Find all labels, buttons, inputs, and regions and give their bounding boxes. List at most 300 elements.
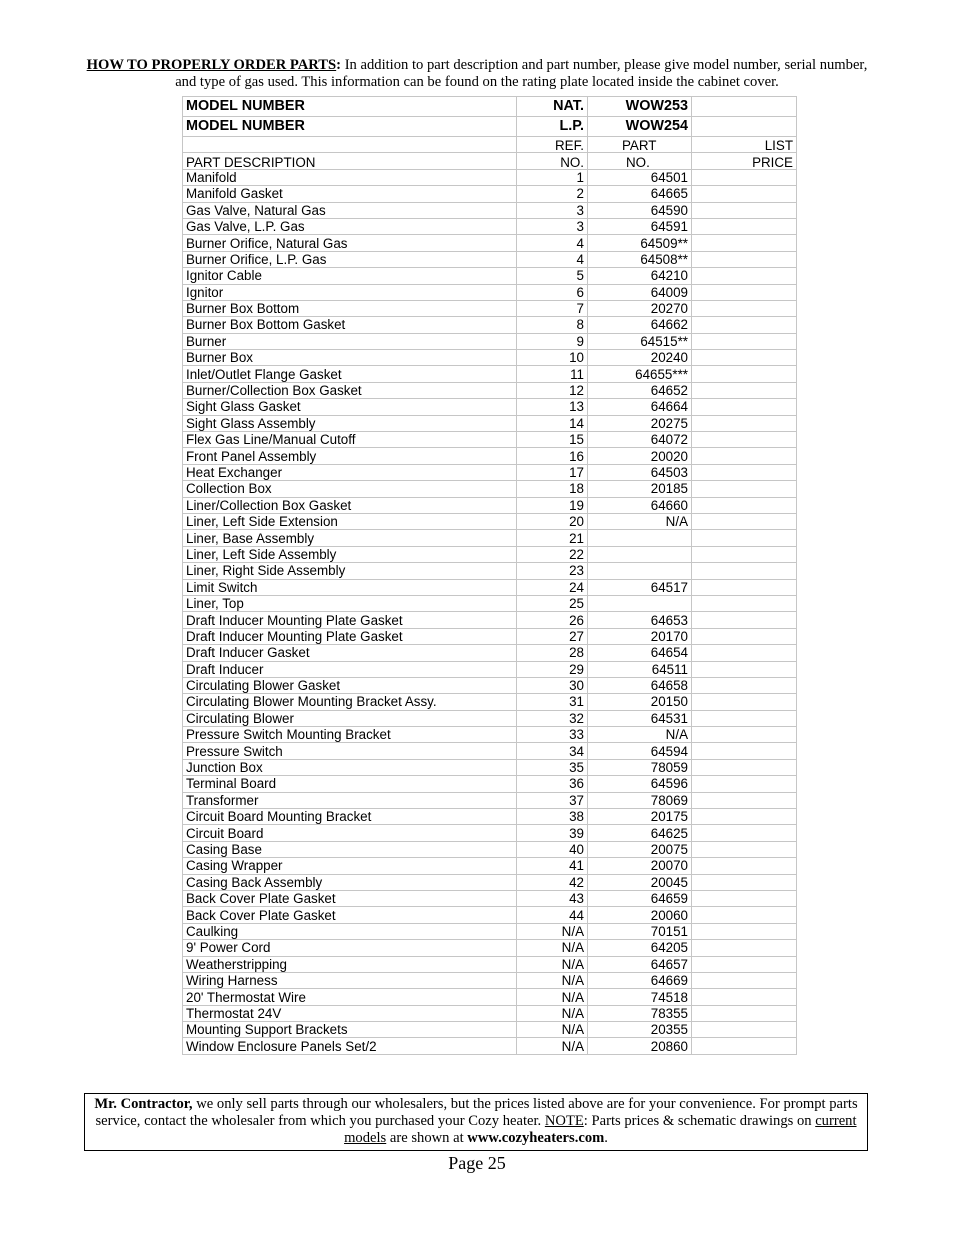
part-description: Burner Box Bottom Gasket [183, 317, 517, 333]
list-price [692, 661, 797, 677]
table-row [183, 399, 797, 415]
table-row [183, 366, 797, 382]
list-price [692, 481, 797, 497]
list-price [692, 874, 797, 890]
table-row [183, 612, 797, 628]
part-number: 64591 [588, 218, 692, 234]
list-price [692, 1038, 797, 1054]
table-row [183, 628, 797, 644]
table-row [183, 874, 797, 890]
ref-number: 30 [517, 677, 588, 693]
list-price [692, 218, 797, 234]
gas-type: NAT. [517, 97, 588, 117]
part-number: 64665 [588, 186, 692, 202]
gas-type: L.P. [517, 117, 588, 137]
part-number: 64509** [588, 235, 692, 251]
list-price [692, 513, 797, 529]
part-description: Flex Gas Line/Manual Cutoff [183, 432, 517, 448]
table-row [183, 956, 797, 972]
table-row [183, 350, 797, 366]
part-description: Burner Orifice, Natural Gas [183, 235, 517, 251]
table-row [183, 415, 797, 431]
part-number: 64590 [588, 202, 692, 218]
part-number: 64654 [588, 645, 692, 661]
part-number: 64669 [588, 972, 692, 988]
part-description: Collection Box [183, 481, 517, 497]
part-description: Liner, Left Side Assembly [183, 546, 517, 562]
part-number: 64508** [588, 251, 692, 267]
list-price [692, 694, 797, 710]
model-number: WOW253 [588, 97, 692, 117]
model-label: MODEL NUMBER [183, 117, 517, 137]
ref-number: 8 [517, 317, 588, 333]
notice-text-3: are shown at [386, 1130, 468, 1146]
list-price [692, 284, 797, 300]
notice-text-1: we only sell parts through our wholesalers, but the prices listed above are for your convenience. For prompt parts service, contact the wholesaler from which you purchased your Cozy heater. [95, 1096, 858, 1129]
table-row [183, 989, 797, 1005]
list-price [692, 382, 797, 398]
list-price [692, 563, 797, 579]
part-description: Casing Back Assembly [183, 874, 517, 890]
list-price [692, 612, 797, 628]
table-row [183, 858, 797, 874]
part-number: 64659 [588, 890, 692, 906]
order-instructions-text: In addition to part description and part number, please give model number, serial number, and type of gas used. This information can be found on the rating plate located inside the cabinet cover. [175, 57, 868, 90]
ref-number: N/A [517, 1005, 588, 1021]
column-header-top [183, 137, 797, 153]
empty-cell [692, 97, 797, 117]
table-row [183, 497, 797, 513]
table-row [183, 432, 797, 448]
part-description: Thermostat 24V [183, 1005, 517, 1021]
ref-number: 2 [517, 186, 588, 202]
parts-table [182, 96, 797, 1055]
header-ref-bottom: NO. [517, 153, 588, 169]
table-row [183, 972, 797, 988]
ref-number: 26 [517, 612, 588, 628]
part-description: Casing Wrapper [183, 858, 517, 874]
header-ref-top: REF. [517, 137, 588, 153]
part-description: Inlet/Outlet Flange Gasket [183, 366, 517, 382]
header-description: PART DESCRIPTION [183, 153, 517, 169]
list-price [692, 890, 797, 906]
table-row [183, 841, 797, 857]
list-price [692, 743, 797, 759]
part-description: Circuit Board Mounting Bracket [183, 809, 517, 825]
list-price [692, 202, 797, 218]
part-description: Burner Orifice, L.P. Gas [183, 251, 517, 267]
part-number: 64658 [588, 677, 692, 693]
page-number: Page 25 [448, 1153, 506, 1173]
table-row [183, 1005, 797, 1021]
part-description: Draft Inducer Mounting Plate Gasket [183, 628, 517, 644]
ref-number: 44 [517, 907, 588, 923]
parts-table-body [183, 97, 797, 1055]
part-number: 20020 [588, 448, 692, 464]
ref-number: 42 [517, 874, 588, 890]
ref-number: 34 [517, 743, 588, 759]
part-number: 64009 [588, 284, 692, 300]
table-row [183, 268, 797, 284]
table-row [183, 481, 797, 497]
part-number: N/A [588, 513, 692, 529]
list-price [692, 809, 797, 825]
ref-number: 5 [517, 268, 588, 284]
list-price [692, 399, 797, 415]
table-row [183, 382, 797, 398]
table-row [183, 923, 797, 939]
part-description: Sight Glass Gasket [183, 399, 517, 415]
ref-number: 15 [517, 432, 588, 448]
list-price [692, 923, 797, 939]
part-description: Back Cover Plate Gasket [183, 890, 517, 906]
table-row [183, 661, 797, 677]
header-part-bottom: NO. [588, 153, 692, 169]
part-description: Pressure Switch Mounting Bracket [183, 727, 517, 743]
ref-number: 6 [517, 284, 588, 300]
list-price [692, 415, 797, 431]
ref-number: 27 [517, 628, 588, 644]
part-number: 64655*** [588, 366, 692, 382]
order-instructions-colon: : [336, 57, 342, 73]
list-price [692, 972, 797, 988]
ref-number: 11 [517, 366, 588, 382]
part-description: Manifold Gasket [183, 186, 517, 202]
list-price [692, 727, 797, 743]
part-number: 78355 [588, 1005, 692, 1021]
part-description: Wiring Harness [183, 972, 517, 988]
table-row [183, 907, 797, 923]
part-number: 64210 [588, 268, 692, 284]
table-row [183, 759, 797, 775]
part-description: Liner, Base Assembly [183, 530, 517, 546]
part-description: Mounting Support Brackets [183, 1022, 517, 1038]
list-price [692, 759, 797, 775]
list-price [692, 776, 797, 792]
part-description: Caulking [183, 923, 517, 939]
ref-number: N/A [517, 940, 588, 956]
ref-number: 32 [517, 710, 588, 726]
part-description: Weatherstripping [183, 956, 517, 972]
part-number: 64664 [588, 399, 692, 415]
part-number: 20275 [588, 415, 692, 431]
header-price-bottom: PRICE [692, 153, 797, 169]
list-price [692, 989, 797, 1005]
order-instructions [84, 57, 870, 90]
table-row [183, 727, 797, 743]
part-number: 64503 [588, 464, 692, 480]
part-description: Burner [183, 333, 517, 349]
contractor-notice [84, 1093, 868, 1151]
part-number: 64511 [588, 661, 692, 677]
table-row [183, 890, 797, 906]
part-description: Pressure Switch [183, 743, 517, 759]
part-description: Liner/Collection Box Gasket [183, 497, 517, 513]
ref-number: 38 [517, 809, 588, 825]
part-number: 64653 [588, 612, 692, 628]
ref-number: 19 [517, 497, 588, 513]
table-row [183, 251, 797, 267]
part-description: Terminal Board [183, 776, 517, 792]
part-number: 20045 [588, 874, 692, 890]
part-description: Burner/Collection Box Gasket [183, 382, 517, 398]
part-number: 70151 [588, 923, 692, 939]
ref-number: 16 [517, 448, 588, 464]
table-row [183, 825, 797, 841]
part-description: Back Cover Plate Gasket [183, 907, 517, 923]
part-description: Draft Inducer [183, 661, 517, 677]
part-number: N/A [588, 727, 692, 743]
list-price [692, 841, 797, 857]
table-row [183, 235, 797, 251]
part-number: 64594 [588, 743, 692, 759]
ref-number: N/A [517, 923, 588, 939]
list-price [692, 792, 797, 808]
ref-number: 36 [517, 776, 588, 792]
list-price [692, 858, 797, 874]
list-price [692, 956, 797, 972]
list-price [692, 710, 797, 726]
list-price [692, 169, 797, 185]
part-number [588, 563, 692, 579]
part-number: 20185 [588, 481, 692, 497]
part-description: 20' Thermostat Wire [183, 989, 517, 1005]
part-description: Circulating Blower [183, 710, 517, 726]
part-number: 20150 [588, 694, 692, 710]
table-row [183, 513, 797, 529]
table-row [183, 186, 797, 202]
ref-number: 40 [517, 841, 588, 857]
part-number: 64660 [588, 497, 692, 513]
table-row [183, 776, 797, 792]
part-number: 20860 [588, 1038, 692, 1054]
part-number [588, 595, 692, 611]
ref-number: 9 [517, 333, 588, 349]
table-row [183, 448, 797, 464]
list-price [692, 432, 797, 448]
list-price [692, 448, 797, 464]
list-price [692, 350, 797, 366]
table-row [183, 792, 797, 808]
table-row [183, 202, 797, 218]
list-price [692, 1022, 797, 1038]
column-header-bottom [183, 153, 797, 169]
list-price [692, 677, 797, 693]
table-row [183, 530, 797, 546]
list-price [692, 1005, 797, 1021]
ref-number: 24 [517, 579, 588, 595]
part-number: 20070 [588, 858, 692, 874]
part-description: Liner, Right Side Assembly [183, 563, 517, 579]
model-row-nat [183, 97, 797, 117]
list-price [692, 268, 797, 284]
table-row [183, 1022, 797, 1038]
website-link[interactable]: www.cozyheaters.com [467, 1130, 605, 1146]
current-models-link[interactable]: current models [344, 1113, 857, 1146]
list-price [692, 645, 797, 661]
list-price [692, 464, 797, 480]
part-description: Gas Valve, L.P. Gas [183, 218, 517, 234]
list-price [692, 317, 797, 333]
table-row [183, 677, 797, 693]
table-row [183, 300, 797, 316]
part-description: Circulating Blower Gasket [183, 677, 517, 693]
part-description: Gas Valve, Natural Gas [183, 202, 517, 218]
part-number: 64205 [588, 940, 692, 956]
part-number: 64657 [588, 956, 692, 972]
table-row [183, 743, 797, 759]
part-description: Burner Box [183, 350, 517, 366]
part-number [588, 530, 692, 546]
part-description: Draft Inducer Gasket [183, 645, 517, 661]
table-row [183, 809, 797, 825]
part-number: 20270 [588, 300, 692, 316]
ref-number: 37 [517, 792, 588, 808]
part-description: Liner, Left Side Extension [183, 513, 517, 529]
list-price [692, 579, 797, 595]
list-price [692, 366, 797, 382]
table-row [183, 645, 797, 661]
ref-number: 4 [517, 235, 588, 251]
part-number: 20170 [588, 628, 692, 644]
part-description: Limit Switch [183, 579, 517, 595]
ref-number: 21 [517, 530, 588, 546]
notice-lead: Mr. Contractor, [94, 1096, 193, 1112]
ref-number: 7 [517, 300, 588, 316]
table-row [183, 218, 797, 234]
ref-number: 10 [517, 350, 588, 366]
note-label: NOTE [544, 1113, 584, 1129]
table-row [183, 284, 797, 300]
table-row [183, 563, 797, 579]
list-price [692, 186, 797, 202]
part-description: Transformer [183, 792, 517, 808]
part-description: Casing Base [183, 841, 517, 857]
ref-number: 12 [517, 382, 588, 398]
part-number: 78069 [588, 792, 692, 808]
ref-number: 22 [517, 546, 588, 562]
list-price [692, 251, 797, 267]
part-number: 64072 [588, 432, 692, 448]
ref-number: 4 [517, 251, 588, 267]
part-description: Junction Box [183, 759, 517, 775]
table-row [183, 464, 797, 480]
ref-number: 18 [517, 481, 588, 497]
part-number: 64531 [588, 710, 692, 726]
list-price [692, 235, 797, 251]
ref-number: 1 [517, 169, 588, 185]
notice-text-2: : Parts prices & schematic drawings on [583, 1113, 816, 1129]
table-row [183, 710, 797, 726]
part-number: 64517 [588, 579, 692, 595]
part-number: 64596 [588, 776, 692, 792]
list-price [692, 940, 797, 956]
part-description: Ignitor Cable [183, 268, 517, 284]
ref-number: 29 [517, 661, 588, 677]
part-description: Burner Box Bottom [183, 300, 517, 316]
ref-number: 43 [517, 890, 588, 906]
part-description: Window Enclosure Panels Set/2 [183, 1038, 517, 1054]
list-price [692, 628, 797, 644]
part-number: 20060 [588, 907, 692, 923]
ref-number: 28 [517, 645, 588, 661]
table-row [183, 546, 797, 562]
model-label: MODEL NUMBER [183, 97, 517, 117]
ref-number: 35 [517, 759, 588, 775]
part-description: Sight Glass Assembly [183, 415, 517, 431]
part-number: 64662 [588, 317, 692, 333]
ref-number: 14 [517, 415, 588, 431]
part-description: Circulating Blower Mounting Bracket Assy. [183, 694, 517, 710]
part-description: Front Panel Assembly [183, 448, 517, 464]
list-price [692, 333, 797, 349]
list-price [692, 825, 797, 841]
table-row [183, 333, 797, 349]
part-number: 20175 [588, 809, 692, 825]
table-row [183, 317, 797, 333]
ref-number: 25 [517, 595, 588, 611]
order-instructions-heading: HOW TO PROPERLY ORDER PARTS [86, 57, 337, 73]
ref-number: 23 [517, 563, 588, 579]
table-row [183, 169, 797, 185]
header-part-top: PART [588, 137, 692, 153]
part-number: 64652 [588, 382, 692, 398]
part-number [588, 546, 692, 562]
table-row [183, 595, 797, 611]
table-row [183, 940, 797, 956]
ref-number: N/A [517, 956, 588, 972]
part-number: 78059 [588, 759, 692, 775]
part-description: 9' Power Cord [183, 940, 517, 956]
notice-text-4: . [604, 1130, 608, 1146]
part-number: 74518 [588, 989, 692, 1005]
list-price [692, 907, 797, 923]
part-number: 64625 [588, 825, 692, 841]
ref-number: 17 [517, 464, 588, 480]
ref-number: 3 [517, 218, 588, 234]
table-row [183, 694, 797, 710]
list-price [692, 530, 797, 546]
list-price [692, 497, 797, 513]
part-description: Heat Exchanger [183, 464, 517, 480]
part-number: 20240 [588, 350, 692, 366]
part-description: Draft Inducer Mounting Plate Gasket [183, 612, 517, 628]
list-price [692, 546, 797, 562]
ref-number: 31 [517, 694, 588, 710]
header-blank [183, 137, 517, 153]
list-price [692, 595, 797, 611]
ref-number: 13 [517, 399, 588, 415]
part-number: 64515** [588, 333, 692, 349]
model-row-lp [183, 117, 797, 137]
model-number: WOW254 [588, 117, 692, 137]
ref-number: N/A [517, 1022, 588, 1038]
part-description: Liner, Top [183, 595, 517, 611]
part-description: Ignitor [183, 284, 517, 300]
ref-number: N/A [517, 972, 588, 988]
ref-number: 20 [517, 513, 588, 529]
ref-number: N/A [517, 1038, 588, 1054]
ref-number: 3 [517, 202, 588, 218]
ref-number: 41 [517, 858, 588, 874]
table-row [183, 1038, 797, 1054]
table-row [183, 579, 797, 595]
header-price-top: LIST [692, 137, 797, 153]
empty-cell [692, 117, 797, 137]
ref-number: 39 [517, 825, 588, 841]
part-number: 20075 [588, 841, 692, 857]
ref-number: 33 [517, 727, 588, 743]
